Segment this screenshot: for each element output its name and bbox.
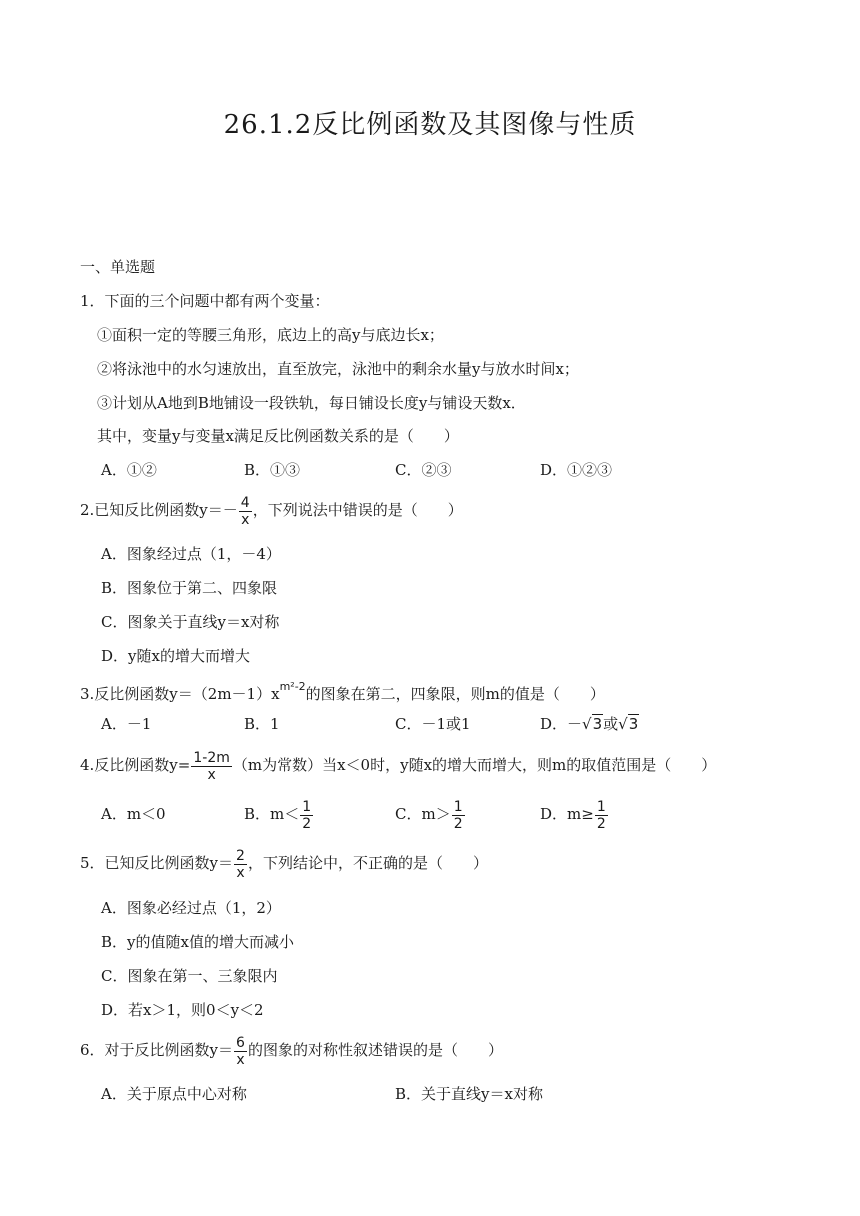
half-numerator: 1 [302, 798, 312, 815]
q1-option-c[interactable]: C．②③ [395, 461, 452, 479]
q3-suffix: 的图象在第二，四象限，则m的值是（ ） [305, 685, 605, 703]
q1-item-1: ①面积一定的等腰三角形，底边上的高y与底边长x； [97, 326, 444, 344]
q1-stem: 1．下面的三个问题中都有两个变量： [80, 292, 330, 310]
q1-option-a[interactable]: A．①② [101, 461, 157, 479]
q4-option-d[interactable] [540, 796, 609, 832]
q3-option-c[interactable]: C．－1或1 [395, 715, 471, 733]
q6-prefix: 6．对于反比例函数y＝ [80, 1041, 234, 1059]
q5-stem [80, 847, 488, 881]
q1-ask: 其中，变量y与变量x满足反比例函数关系的是（ ） [97, 427, 459, 445]
q5-option-b[interactable]: B．y的值随x值的增大而减小 [101, 933, 294, 951]
half-denominator: 2 [596, 815, 606, 832]
q2-option-a[interactable]: A．图象经过点（1，－4） [101, 545, 281, 563]
q5-option-a[interactable]: A．图象必经过点（1，2） [101, 899, 281, 917]
q2-option-c[interactable]: C．图象关于直线y＝x对称 [101, 613, 280, 631]
q6-denominator: x [236, 1051, 245, 1068]
sqrt-radicand-2: 3 [628, 715, 639, 733]
q6-option-a[interactable]: A．关于原点中心对称 [101, 1085, 247, 1103]
q3-option-d-or: 或 [603, 715, 619, 733]
sqrt-symbol: √3 [582, 715, 603, 733]
q3-stem [80, 680, 605, 704]
half-denominator: 2 [302, 815, 312, 832]
section-heading: 一、单选题 [80, 258, 156, 276]
q1-option-d[interactable]: D．①②③ [540, 461, 613, 479]
q4-option-c[interactable] [395, 796, 466, 832]
q4-stem [80, 748, 716, 783]
sqrt-radicand-1: 3 [592, 715, 603, 733]
q5-denominator: x [236, 864, 245, 881]
q5-prefix: 5．已知反比例函数y＝ [80, 854, 234, 872]
q2-stem [80, 494, 463, 528]
q3-option-d[interactable] [540, 714, 639, 734]
q4-fraction [191, 750, 232, 783]
q4-numerator: 1-2m [193, 749, 230, 766]
q1-option-b[interactable]: B．①③ [244, 461, 301, 479]
q3-option-d-prefix: D．－ [540, 715, 583, 733]
q3-exponent: m²-2 [279, 680, 306, 693]
q6-option-b[interactable]: B．关于直线y＝x对称 [395, 1085, 543, 1103]
page-title: 26.1.2反比例函数及其图像与性质 [223, 110, 637, 140]
half-fraction [595, 799, 608, 832]
q4-option-b-prefix: B．m＜ [244, 805, 300, 823]
q2-numerator: 4 [240, 494, 250, 511]
q3-option-a[interactable]: A．－1 [101, 715, 152, 733]
q4-option-a[interactable]: A．m＜0 [101, 805, 166, 823]
q6-fraction [234, 1035, 247, 1068]
q6-suffix: 的图象的对称性叙述错误的是（ ） [247, 1041, 503, 1059]
q5-option-d[interactable]: D．若x＞1，则0＜y＜2 [101, 1001, 264, 1019]
q5-suffix: ，下列结论中，不正确的是（ ） [247, 854, 488, 872]
half-fraction [452, 799, 465, 832]
q3-option-b[interactable]: B．1 [244, 715, 280, 733]
q2-prefix: 2.已知反比例函数y＝－ [80, 501, 238, 519]
q2-suffix: ，下列说法中错误的是（ ） [252, 501, 463, 519]
q2-option-d[interactable]: D．y随x的增大而增大 [101, 647, 250, 665]
half-numerator: 1 [453, 798, 463, 815]
q4-prefix: 4.反比例函数y= [80, 756, 191, 774]
half-numerator: 1 [596, 798, 606, 815]
q4-option-c-prefix: C．m＞ [395, 805, 451, 823]
q5-fraction [234, 848, 247, 881]
q2-option-b[interactable]: B．图象位于第二、四象限 [101, 579, 278, 597]
q2-fraction [239, 495, 252, 528]
q6-stem [80, 1034, 503, 1068]
half-denominator: 2 [453, 815, 463, 832]
half-fraction [300, 799, 313, 832]
q2-denominator: x [241, 511, 250, 528]
sqrt-symbol-2: √3 [618, 715, 639, 733]
q5-numerator: 2 [236, 847, 245, 864]
q4-denominator: x [207, 766, 216, 783]
q4-option-b[interactable] [244, 796, 314, 832]
q4-option-d-prefix: D．m≥ [540, 805, 594, 823]
q5-option-c[interactable]: C．图象在第一、三象限内 [101, 967, 278, 985]
q1-item-3: ③计划从A地到B地铺设一段铁轨，每日铺设长度y与铺设天数x． [97, 394, 526, 412]
q6-numerator: 6 [236, 1034, 245, 1051]
q4-suffix: （m为常数）当x＜0时，y随x的增大而增大，则m的取值范围是（ ） [232, 756, 717, 774]
q3-prefix: 3.反比例函数y＝（2m－1）x [80, 685, 280, 703]
q1-item-2: ②将泳池中的水匀速放出，直至放完，泳池中的剩余水量y与放水时间x； [97, 360, 579, 378]
